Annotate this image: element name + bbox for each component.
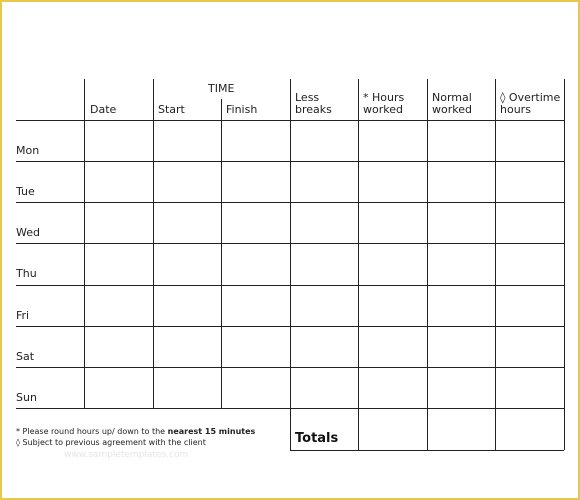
cell-total-normal-worked[interactable] xyxy=(428,409,494,449)
cell-tue-finish[interactable] xyxy=(222,162,289,201)
overtime-hours-line2: hours xyxy=(500,103,531,116)
day-label-sun: Sun xyxy=(16,391,37,404)
cell-sun-hours-worked[interactable] xyxy=(359,368,426,407)
cell-fri-overtime-hours[interactable] xyxy=(496,286,563,325)
cell-mon-less-breaks[interactable] xyxy=(291,121,357,160)
totals-label: Totals xyxy=(295,431,339,446)
watermark: www.sampletemplates.com xyxy=(64,450,189,460)
cell-thu-hours-worked[interactable] xyxy=(359,244,426,284)
cell-thu-overtime-hours[interactable] xyxy=(496,244,563,284)
day-label-sat: Sat xyxy=(16,350,35,363)
overtime-hours-line1: ◊ Overtime xyxy=(500,91,561,104)
cell-fri-start[interactable] xyxy=(154,286,220,325)
cell-thu-normal-worked[interactable] xyxy=(428,244,494,284)
cell-wed-normal-worked[interactable] xyxy=(428,203,494,242)
cell-sat-normal-worked[interactable] xyxy=(428,327,494,366)
cell-sun-date[interactable] xyxy=(85,368,152,407)
hours-worked-header xyxy=(363,92,404,116)
time-group-header: TIME xyxy=(208,82,235,95)
cell-sat-finish[interactable] xyxy=(222,327,289,366)
cell-sun-overtime-hours[interactable] xyxy=(496,368,563,407)
rounding-note xyxy=(16,427,255,436)
normal-worked-line2: worked xyxy=(432,103,472,116)
cell-sat-overtime-hours[interactable] xyxy=(496,327,563,366)
cell-thu-finish[interactable] xyxy=(222,244,289,284)
cell-fri-less-breaks[interactable] xyxy=(291,286,357,325)
day-label-thu: Thu xyxy=(16,267,37,280)
cell-total-overtime-hours[interactable] xyxy=(496,409,563,449)
cell-tue-date[interactable] xyxy=(85,162,152,201)
less-breaks-line2: breaks xyxy=(295,103,332,116)
less-breaks-header xyxy=(295,92,332,116)
cell-thu-date[interactable] xyxy=(85,244,152,284)
day-label-mon: Mon xyxy=(16,144,40,157)
cell-tue-start[interactable] xyxy=(154,162,220,201)
cell-tue-overtime-hours[interactable] xyxy=(496,162,563,201)
cell-mon-normal-worked[interactable] xyxy=(428,121,494,160)
cell-sun-less-breaks[interactable] xyxy=(291,368,357,407)
cell-thu-start[interactable] xyxy=(154,244,220,284)
overtime-note: ◊ Subject to previous agreement with the client xyxy=(16,438,206,447)
cell-wed-hours-worked[interactable] xyxy=(359,203,426,242)
cell-total-hours-worked[interactable] xyxy=(359,409,426,449)
cell-sat-less-breaks[interactable] xyxy=(291,327,357,366)
cell-mon-overtime-hours[interactable] xyxy=(496,121,563,160)
cell-tue-less-breaks[interactable] xyxy=(291,162,357,201)
cell-sun-finish[interactable] xyxy=(222,368,289,407)
start-column-header: Start xyxy=(158,103,185,116)
cell-fri-hours-worked[interactable] xyxy=(359,286,426,325)
hours-worked-line1: * Hours xyxy=(363,91,405,104)
finish-column-header: Finish xyxy=(226,103,258,116)
cell-sun-start[interactable] xyxy=(154,368,220,407)
cell-wed-overtime-hours[interactable] xyxy=(496,203,563,242)
day-label-wed: Wed xyxy=(16,226,40,239)
cell-wed-finish[interactable] xyxy=(222,203,289,242)
less-breaks-line1: Less xyxy=(295,91,320,104)
grid-line-v-right xyxy=(564,79,565,450)
cell-fri-finish[interactable] xyxy=(222,286,289,325)
day-label-fri: Fri xyxy=(16,309,30,322)
cell-sat-start[interactable] xyxy=(154,327,220,366)
cell-sat-date[interactable] xyxy=(85,327,152,366)
cell-tue-hours-worked[interactable] xyxy=(359,162,426,201)
cell-thu-less-breaks[interactable] xyxy=(291,244,357,284)
cell-sat-hours-worked[interactable] xyxy=(359,327,426,366)
cell-mon-finish[interactable] xyxy=(222,121,289,160)
cell-wed-date[interactable] xyxy=(85,203,152,242)
normal-worked-header xyxy=(432,92,472,116)
cell-mon-date[interactable] xyxy=(85,121,152,160)
rounding-note-emphasis: nearest 15 minutes xyxy=(167,427,256,436)
cell-wed-start[interactable] xyxy=(154,203,220,242)
hours-worked-line2: worked xyxy=(363,103,403,116)
cell-tue-normal-worked[interactable] xyxy=(428,162,494,201)
normal-worked-line1: Normal xyxy=(432,91,472,104)
date-column-header: Date xyxy=(90,103,117,116)
cell-wed-less-breaks[interactable] xyxy=(291,203,357,242)
cell-fri-date[interactable] xyxy=(85,286,152,325)
overtime-hours-header xyxy=(500,92,560,116)
day-label-tue: Tue xyxy=(16,185,35,198)
cell-fri-normal-worked[interactable] xyxy=(428,286,494,325)
grid-line-h-totals xyxy=(290,450,564,451)
rounding-note-text: * Please round hours up/ down to the xyxy=(16,427,168,436)
cell-mon-hours-worked[interactable] xyxy=(359,121,426,160)
cell-mon-start[interactable] xyxy=(154,121,220,160)
cell-sun-normal-worked[interactable] xyxy=(428,368,494,407)
